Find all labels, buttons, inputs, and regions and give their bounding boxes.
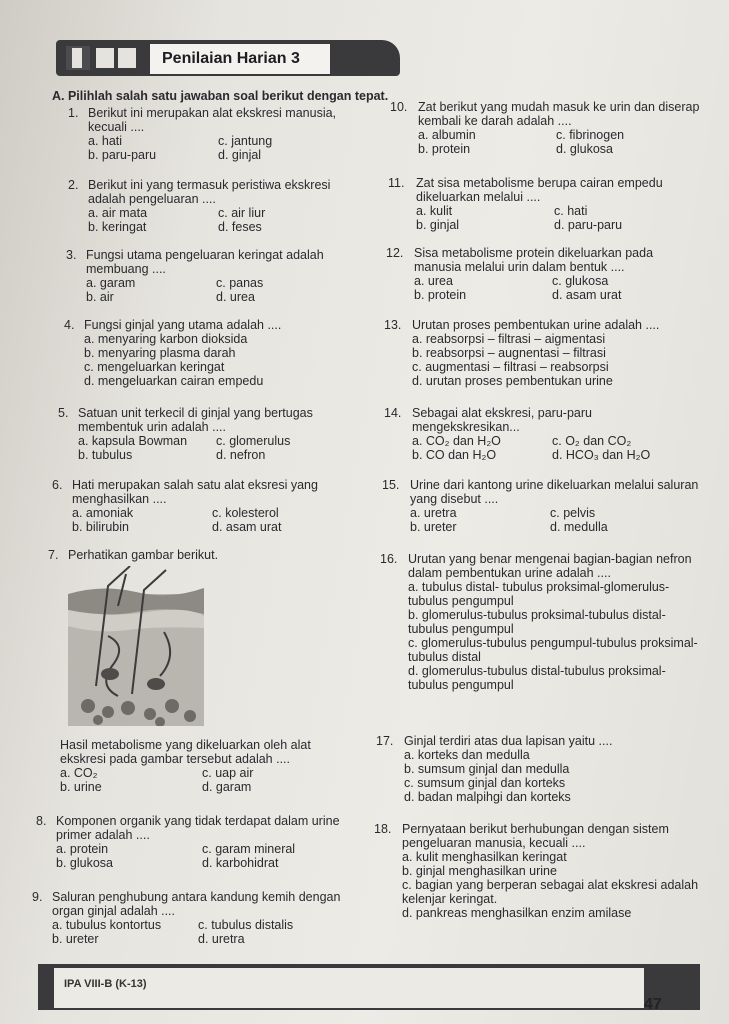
question-stem: Pernyataan berikut berhubungan dengan sistem pengeluaran manusia, kecuali .... [402, 822, 669, 850]
book-pages-icon [66, 44, 140, 72]
option-c: c. mengeluarkan keringat [84, 360, 225, 374]
answer-options [408, 580, 702, 692]
option-a: a. kulit [416, 204, 453, 218]
question-stem: Ginjal terdiri atas dua lapisan yaitu .... [404, 734, 613, 748]
option-b: b. ginjal menghasilkan urine [402, 864, 557, 878]
question-15 [382, 478, 702, 534]
question-stem: Urine dari kantong urine dikeluarkan melalui saluran yang disebut .... [410, 478, 699, 506]
option-b: b. CO dan H₂O [412, 448, 497, 462]
answer-options [412, 332, 702, 388]
question-14 [384, 406, 702, 462]
option-d: d. karbohidrat [202, 856, 279, 870]
option-c: c. augmentasi – filtrasi – reabsorpsi [412, 360, 609, 374]
option-a: a. albumin [418, 128, 476, 142]
option-b: b. urine [60, 780, 102, 794]
question-stem: Hati merupakan salah satu alat eksresi yang menghasilkan .... [72, 478, 318, 506]
question-stem: Sisa metabolisme protein dikeluarkan pada manusia melalui urin dalam bentuk .... [414, 246, 654, 274]
question-stem: Sebagai alat ekskresi, paru-paru mengekskresikan... [412, 406, 592, 434]
option-a: a. uretra [410, 506, 457, 520]
option-a: a. korteks dan medulla [404, 748, 530, 762]
answer-options [410, 506, 702, 534]
option-b: b. protein [418, 142, 471, 156]
answer-options [418, 128, 700, 156]
question-stem: Zat berikut yang mudah masuk ke urin dan diserap kembali ke darah adalah .... [418, 100, 700, 128]
question-number: 10. [390, 100, 408, 114]
question-number: 6. [52, 478, 63, 492]
option-a: a. urea [414, 274, 453, 288]
skin-cross-section-figure [68, 566, 204, 726]
question-number: 4. [64, 318, 75, 332]
question-11 [388, 176, 700, 232]
question-3 [66, 248, 370, 304]
option-c: c. fibrinogen [556, 128, 625, 142]
option-b: b. tubulus [78, 448, 133, 462]
question-stem: Perhatikan gambar berikut. [68, 548, 219, 562]
answer-options [86, 276, 370, 304]
question-9 [32, 890, 368, 946]
answer-options [404, 748, 698, 804]
option-c: c. kolesterol [212, 506, 279, 520]
question-7 [48, 548, 368, 562]
question-stem: Saluran penghubung antara kandung kemih dengan organ ginjal adalah .... [52, 890, 341, 918]
question-stem: Urutan yang benar mengenai bagian-bagian nefron dalam pembentukan urine adalah .... [408, 552, 692, 580]
answer-options [402, 850, 700, 920]
question-number: 15. [382, 478, 400, 492]
option-b: b. ginjal [416, 218, 460, 232]
question-number: 8. [36, 814, 47, 828]
answer-options [56, 842, 366, 870]
question-18 [374, 822, 700, 920]
option-c: c. tubulus distalis [198, 918, 294, 932]
option-c: c. bagian yang berperan sebagai alat ekskresi adalah kelenjar keringat. [402, 878, 699, 906]
question-number: 17. [376, 734, 394, 748]
question-5 [58, 406, 370, 462]
question-stem: Berikut ini merupakan alat ekskresi manusia, kecuali .... [88, 106, 337, 134]
question-13 [384, 318, 702, 388]
option-b: b. menyaring plasma darah [84, 346, 236, 360]
option-d: d. ginjal [218, 148, 262, 162]
option-c: c. jantung [218, 134, 273, 148]
page-number: 47 [644, 996, 662, 1013]
option-b: b. protein [414, 288, 467, 302]
option-a: a. kapsula Bowman [78, 434, 188, 448]
answer-options [84, 332, 370, 388]
option-a: a. CO₂ dan H₂O [412, 434, 501, 448]
option-d: d. asam urat [212, 520, 282, 534]
question-stem: Berikut ini yang termasuk peristiwa ekskresi adalah pengeluaran .... [88, 178, 331, 206]
answer-options [416, 204, 700, 232]
option-d: d. badan malpihgi dan korteks [404, 790, 571, 804]
question-number: 18. [374, 822, 392, 836]
option-a: a. menyaring karbon dioksida [84, 332, 248, 346]
question-2 [68, 178, 370, 234]
option-c: c. hati [554, 204, 588, 218]
option-b: b. ureter [410, 520, 457, 534]
option-d: d. mengeluarkan cairan empedu [84, 374, 264, 388]
question-6 [52, 478, 370, 534]
question-number: 11. [388, 176, 405, 190]
answer-options [412, 434, 702, 462]
book-label: IPA VIII-B (K-13) [64, 978, 147, 990]
answer-options [52, 918, 368, 946]
question-number: 16. [380, 552, 398, 566]
option-d: d. garam [202, 780, 252, 794]
question-number: 1. [68, 106, 79, 120]
option-a: a. kulit menghasilkan keringat [402, 850, 567, 864]
option-a: a. tubulus distal- tubulus proksimal-glomerulus-tubulus pengumpul [408, 580, 670, 608]
question-4 [64, 318, 370, 388]
option-d: d. urea [216, 290, 255, 304]
question-16 [380, 552, 702, 692]
question-number: 14. [384, 406, 402, 420]
option-d: d. urutan proses pembentukan urine [412, 374, 613, 388]
option-a: a. reabsorpsi – filtrasi – aigmentasi [412, 332, 606, 346]
option-b: b. keringat [88, 220, 147, 234]
option-c: c. panas [216, 276, 264, 290]
answer-options [88, 206, 370, 234]
option-c: c. pelvis [550, 506, 596, 520]
option-a: a. garam [86, 276, 136, 290]
option-a: a. protein [56, 842, 109, 856]
question-1 [68, 106, 370, 162]
option-b: b. glomerulus-tubulus proksimal-tubulus distal-tubulus pengumpul [408, 608, 666, 636]
question-17 [376, 734, 698, 804]
question-number: 9. [32, 890, 43, 904]
question-number: 5. [58, 406, 69, 420]
option-b: b. glukosa [56, 856, 113, 870]
answer-options [88, 134, 370, 162]
option-c: c. sumsum ginjal dan korteks [404, 776, 566, 790]
option-c: c. glukosa [552, 274, 609, 288]
question-7-stem [60, 738, 360, 794]
option-d: d. nefron [216, 448, 266, 462]
option-d: d. glomerulus-tubulus distal-tubulus proksimal-tubulus pengumpul [408, 664, 666, 692]
option-d: d. asam urat [552, 288, 622, 302]
question-number: 13. [384, 318, 402, 332]
question-stem: Hasil metabolisme yang dikeluarkan oleh alat ekskresi pada gambar tersebut adalah .... [60, 738, 311, 766]
answer-options [78, 434, 370, 462]
section-heading: A. Pilihlah salah satu jawaban soal berikut dengan tepat. [52, 89, 389, 103]
question-number: 3. [66, 248, 77, 262]
question-stem: Komponen organik yang tidak terdapat dalam urine primer adalah .... [56, 814, 340, 842]
option-d: d. medulla [550, 520, 608, 534]
question-stem: Fungsi utama pengeluaran keringat adalah membuang .... [86, 248, 324, 276]
option-d: d. paru-paru [554, 218, 623, 232]
option-d: d. glukosa [556, 142, 613, 156]
answer-options [60, 766, 360, 794]
option-a: a. amoniak [72, 506, 134, 520]
option-a: a. hati [88, 134, 123, 148]
question-stem: Urutan proses pembentukan urine adalah .... [412, 318, 660, 332]
question-8 [36, 814, 366, 870]
question-12 [386, 246, 700, 302]
option-b: b. air [86, 290, 114, 304]
option-d: d. uretra [198, 932, 245, 946]
page-title: Penilaian Harian 3 [162, 50, 300, 67]
option-d: d. HCO₃ dan H₂O [552, 448, 651, 462]
option-a: a. tubulus kontortus [52, 918, 162, 932]
question-number: 12. [386, 246, 404, 260]
option-b: b. paru-paru [88, 148, 157, 162]
question-stem: Zat sisa metabolisme berupa cairan empedu dikeluarkan melalui .... [416, 176, 663, 204]
question-10 [390, 100, 700, 156]
question-number: 2. [68, 178, 79, 192]
option-b: b. reabsorpsi – augnentasi – filtrasi [412, 346, 606, 360]
question-stem: Fungsi ginjal yang utama adalah .... [84, 318, 282, 332]
option-c: c. garam mineral [202, 842, 296, 856]
option-b: b. sumsum ginjal dan medulla [404, 762, 570, 776]
option-b: b. bilirubin [72, 520, 129, 534]
option-c: c. O₂ dan CO₂ [552, 434, 632, 448]
option-c: c. uap air [202, 766, 254, 780]
option-d: d. feses [218, 220, 262, 234]
option-c: c. glomerulus [216, 434, 291, 448]
option-b: b. ureter [52, 932, 99, 946]
option-c: c. glomerulus-tubulus pengumpul-tubulus proksimal-tubulus distal [408, 636, 698, 664]
answer-options [72, 506, 370, 534]
question-stem: Satuan unit terkecil di ginjal yang bertugas membentuk urin adalah .... [78, 406, 313, 434]
option-d: d. pankreas menghasilkan enzim amilase [402, 906, 632, 920]
option-a: a. CO₂ [60, 766, 98, 780]
option-c: c. air liur [218, 206, 266, 220]
answer-options [414, 274, 700, 302]
question-number: 7. [48, 548, 59, 562]
option-a: a. air mata [88, 206, 148, 220]
